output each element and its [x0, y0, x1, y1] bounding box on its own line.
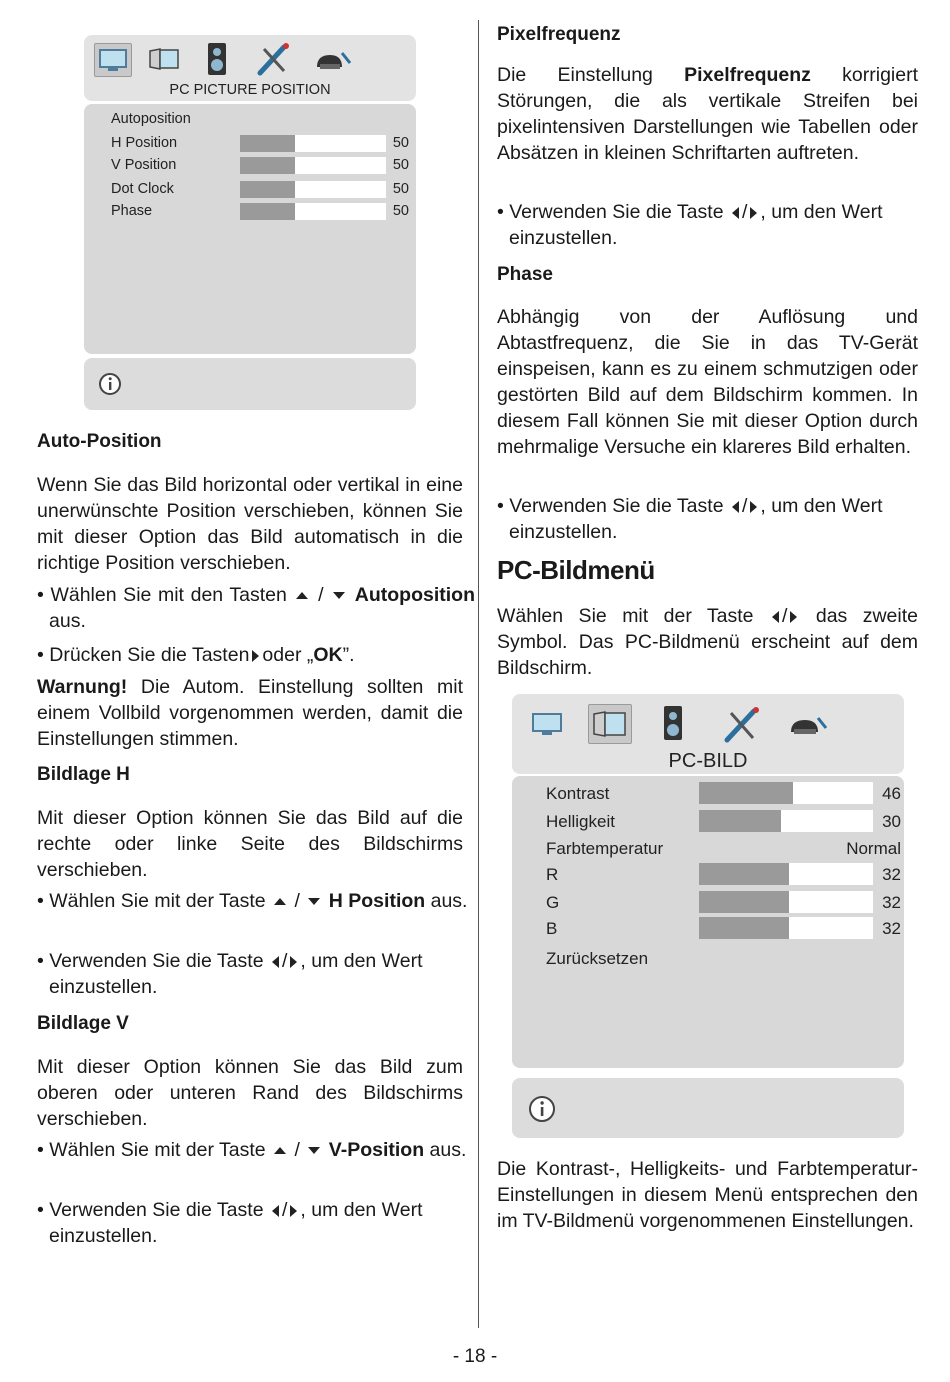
menu-item-g[interactable] [512, 893, 904, 917]
value-slider[interactable] [240, 157, 386, 174]
separator: / [281, 950, 288, 972]
menu-item-label: Helligkeit [546, 812, 615, 831]
slider-fill [699, 782, 793, 804]
info-icon[interactable] [98, 372, 122, 396]
bold-term: Autoposition [354, 584, 475, 606]
heading-auto-position: Auto-Position [37, 431, 162, 452]
left-arrow-icon [772, 611, 779, 623]
value-slider[interactable] [699, 863, 873, 885]
up-arrow-icon [296, 592, 308, 599]
heading-pixelfrequenz: Pixelfrequenz [497, 24, 621, 45]
right-arrow-icon [790, 611, 797, 623]
up-arrow-icon [274, 898, 286, 905]
menu-item-label: B [546, 919, 558, 938]
slider-fill [699, 810, 781, 832]
menu-item-value: 32 [882, 919, 901, 938]
bullet-auto-ok [37, 642, 475, 668]
setup-icon[interactable] [788, 712, 830, 738]
osd-info-bar [84, 358, 416, 410]
menu-item-value: 30 [882, 812, 901, 831]
osd-info-bar [512, 1078, 904, 1138]
bullet-text: , um den Wert einzustellen. [509, 495, 883, 543]
bullet-text: , um den Wert einzustellen. [49, 950, 423, 998]
osd-pc-bild [512, 694, 904, 1138]
separator: / [281, 1199, 288, 1221]
menu-item-autoposition[interactable] [84, 111, 416, 131]
value-slider[interactable] [699, 891, 873, 913]
page-number: - 18 - [452, 1346, 498, 1367]
bullet-h-select [37, 888, 475, 914]
picture-icon[interactable] [588, 704, 632, 744]
bullet-text: oder „ [262, 644, 314, 666]
menu-item-value: 50 [392, 203, 409, 219]
value-slider[interactable] [699, 810, 873, 832]
osd-pc-picture-position [84, 35, 416, 410]
bullet-text: • Wählen Sie mit der Taste [37, 1139, 266, 1161]
value-slider[interactable] [699, 917, 873, 939]
bullet-h-adjust [37, 948, 475, 1000]
menu-item-label: Phase [111, 203, 153, 219]
slider-fill [240, 157, 295, 174]
warning-text: Die Autom. Einstellung sollten mit einem Vollbild vorgenommen werden, damit die Einstellungen stimmen. [37, 676, 463, 750]
bullet-text: • Wählen Sie mit den Tasten [37, 584, 287, 606]
left-arrow-icon [272, 1205, 279, 1217]
menu-item-label: Dot Clock [111, 181, 174, 197]
para-text: Die Einstellung [497, 64, 653, 86]
menu-item-label: Farbtemperatur [546, 839, 664, 858]
menu-item-label: Kontrast [546, 784, 610, 803]
menu-item-h-position[interactable] [84, 135, 416, 155]
heading-pc-bildmenue: PC-Bildmenü [497, 555, 655, 585]
paragraph-phase: Abhängig von der Auflösung und Abtastfrequenz, die Sie in das TV-Gerät einspeisen, kann es zu einem schmutzigen oder gestörten Bild auf dem Bildschirm kommen. In diesem Fall können Sie mit dieser Option durch mehrmalige Versuche ein klareres Bild erhalten. [497, 306, 918, 458]
menu-item-zurücksetzen[interactable] [512, 949, 904, 973]
monitor-icon[interactable] [528, 708, 566, 740]
osd-title: PC PICTURE POSITION [169, 82, 331, 98]
slider-fill [240, 203, 295, 220]
bullet-text: • Verwenden Sie die Taste [37, 950, 264, 972]
monitor-icon[interactable] [94, 43, 132, 77]
paragraph-bildlage-h: Mit dieser Option können Sie das Bild auf die rechte oder linke Seite des Bildschirms verschieben. [37, 807, 463, 881]
tools-icon[interactable] [720, 704, 764, 744]
menu-item-value: Normal [846, 839, 901, 858]
menu-item-kontrast[interactable] [512, 784, 904, 808]
separator: / [294, 1139, 300, 1161]
bullet-text: • Verwenden Sie die Taste [497, 201, 724, 223]
bold-term: OK [313, 644, 343, 666]
bullet-text: , um den Wert einzustellen. [49, 1199, 423, 1247]
value-slider[interactable] [240, 135, 386, 152]
heading-phase: Phase [497, 264, 553, 285]
paragraph-pixelfrequenz [497, 62, 918, 166]
paragraph-closing: Die Kontrast-, Helligkeits- und Farbtemperatur-Einstellungen in diesem Menü entsprechen den im TV-Bildmenü vorgenommenen Einstellungen. [497, 1158, 918, 1232]
bullet-text: • Drücken Sie die Tasten [37, 644, 250, 666]
value-slider[interactable] [240, 203, 386, 220]
menu-item-label: Zurücksetzen [546, 949, 649, 968]
paragraph-warning [37, 674, 463, 752]
bullet-text: • Wählen Sie mit der Taste [37, 890, 266, 912]
info-icon[interactable] [528, 1095, 556, 1123]
separator: / [741, 201, 748, 223]
bullet-v-adjust [37, 1197, 475, 1249]
menu-item-v-position[interactable] [84, 157, 416, 177]
para-text: korrigiert Störungen, die als vertikale Streifen bei pixelintensiven Darstellungen wie Tabellen oder Absätzen in kleinen Schriftarten auftreten. [497, 64, 919, 164]
speaker-icon[interactable] [658, 704, 688, 742]
menu-item-value: 50 [392, 181, 409, 197]
bullet-text: , um den Wert einzustellen. [509, 201, 883, 249]
separator: / [318, 584, 324, 606]
down-arrow-icon [308, 1147, 320, 1154]
menu-item-helligkeit[interactable] [512, 812, 904, 836]
right-arrow-icon [252, 650, 259, 662]
right-arrow-icon [290, 956, 297, 968]
slider-fill [699, 891, 789, 913]
left-arrow-icon [732, 207, 739, 219]
separator: / [781, 605, 788, 627]
menu-item-value: 32 [882, 865, 901, 884]
menu-item-label: V Position [111, 157, 177, 173]
paragraph-pc-bildmenue [497, 603, 918, 681]
bullet-ph-adjust [497, 493, 930, 545]
paragraph-bildlage-v: Mit dieser Option können Sie das Bild zum oberen oder unteren Rand des Bildschirms verschieben. [37, 1056, 463, 1130]
menu-item-label: Autoposition [111, 111, 191, 127]
speaker-icon[interactable] [202, 41, 232, 77]
menu-item-value: 50 [392, 157, 409, 173]
left-arrow-icon [272, 956, 279, 968]
bullet-text: aus. [429, 1139, 467, 1161]
left-arrow-icon [732, 501, 739, 513]
menu-item-value: 46 [882, 784, 901, 803]
setup-icon[interactable] [314, 47, 354, 73]
menu-item-phase[interactable] [84, 203, 416, 223]
bullet-text: • Verwenden Sie die Taste [37, 1199, 264, 1221]
bullet-pf-adjust [497, 199, 930, 251]
bullet-text: • Verwenden Sie die Taste [497, 495, 724, 517]
up-arrow-icon [274, 1147, 286, 1154]
menu-item-r[interactable] [512, 865, 904, 889]
slider-fill [699, 917, 789, 939]
down-arrow-icon [333, 592, 345, 599]
menu-item-label: H Position [111, 135, 178, 151]
tools-icon[interactable] [254, 41, 294, 77]
menu-item-label: R [546, 865, 559, 884]
heading-bildlage-v: Bildlage V [37, 1013, 129, 1034]
para-text: Wählen Sie mit der Taste [497, 605, 754, 627]
menu-item-farbtemperatur[interactable] [512, 839, 904, 863]
down-arrow-icon [308, 898, 320, 905]
menu-item-label: G [546, 893, 560, 912]
bullet-text: aus. [49, 610, 86, 632]
menu-item-value: 32 [882, 893, 901, 912]
right-arrow-icon [750, 501, 757, 513]
menu-item-dot-clock[interactable] [84, 181, 416, 201]
slider-fill [240, 135, 295, 152]
para-text: das zweite Symbol. Das PC-Bildmenü erscheint auf dem Bildschirm. [497, 605, 919, 679]
paragraph-auto-position: Wenn Sie das Bild horizontal oder vertikal in eine unerwünschte Position verschieben, können Sie mit dieser Option das Bild automatisch in die richtige Position verschieben. [37, 474, 463, 574]
osd-title: PC-BILD [668, 750, 748, 772]
right-arrow-icon [750, 207, 757, 219]
separator: / [294, 890, 300, 912]
bullet-v-select [37, 1137, 475, 1163]
bold-term: Pixelfrequenz [684, 64, 811, 86]
menu-item-b[interactable] [512, 919, 904, 943]
value-slider[interactable] [240, 181, 386, 198]
menu-item-value: 50 [392, 135, 409, 151]
warning-label: Warnung! [37, 676, 128, 698]
bullet-text: ”. [342, 644, 355, 666]
value-slider[interactable] [699, 782, 873, 804]
bullet-text: aus. [430, 890, 468, 912]
bold-term: V-Position [328, 1139, 425, 1161]
heading-bildlage-h: Bildlage H [37, 764, 130, 785]
slider-fill [699, 863, 789, 885]
column-divider [478, 20, 479, 1328]
separator: / [741, 495, 748, 517]
bold-term: H Position [328, 890, 426, 912]
slider-fill [240, 181, 295, 198]
picture-icon[interactable] [146, 43, 182, 75]
right-arrow-icon [290, 1205, 297, 1217]
bullet-auto-select [37, 582, 475, 634]
